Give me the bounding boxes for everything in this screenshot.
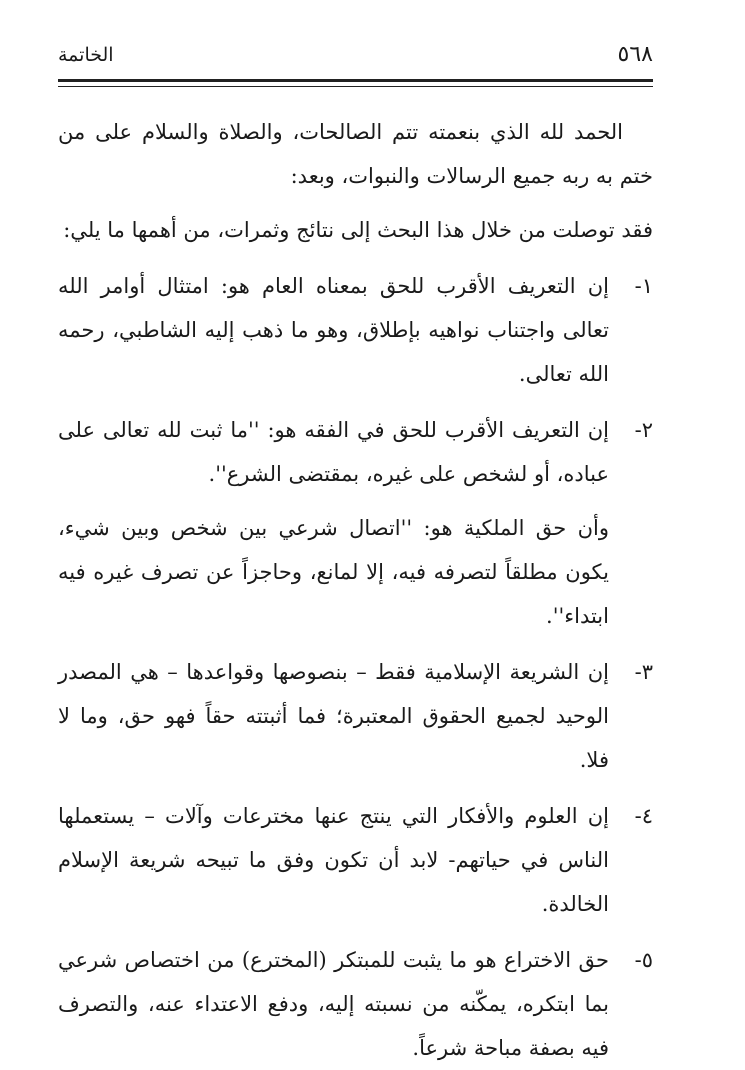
page-number: ٥٦٨	[617, 42, 653, 67]
item-2-continuation: وأن حق الملكية هو: ''اتصال شرعي بين شخص وبين شيء، يكون مطلقاً لتصرفه فيه، إلا لمانع، وحاجزاً عن تصرف غيره فيه ابتداء''.	[58, 516, 609, 628]
item-number: ١-	[634, 274, 653, 298]
header-rule-thin	[58, 86, 653, 87]
item-number: ٣-	[634, 660, 653, 684]
chapter-title: الخاتمة	[58, 44, 114, 66]
item-number: ٤-	[634, 804, 653, 828]
result-item-1	[58, 264, 653, 396]
page-body	[58, 110, 653, 1070]
result-item-5	[58, 938, 653, 1070]
page-header	[58, 40, 653, 68]
result-item-2	[58, 408, 653, 496]
item-text: إن التعريف الأقرب للحق في الفقه هو: ''ما ثبت لله تعالى على عباده، أو لشخص على غيره، بمقتضى الشرع''.	[58, 418, 609, 486]
intro-paragraph: الحمد لله الذي بنعمته تتم الصالحات، والصلاة والسلام على من ختم به ربه جميع الرسالات والنبوات، وبعد:	[58, 120, 653, 188]
header-rule-thick	[58, 79, 653, 82]
result-item-4	[58, 794, 653, 926]
item-text: إن التعريف الأقرب للحق بمعناه العام هو: امتثال أوامر الله تعالى واجتناب نواهيه بإطلاق، وهو ما ذهب إليه الشاطبي، رحمه الله تعالى.	[58, 274, 609, 386]
item-number: ٥-	[634, 948, 653, 972]
result-item-3	[58, 650, 653, 782]
item-number: ٢-	[634, 418, 653, 442]
item-text: حق الاختراع هو ما يثبت للمبتكر (المخترع) من اختصاص شرعي بما ابتكره، يمكّنه من نسبته إليه، ودفع الاعتداء عنه، والتصرف فيه بصفة مباحة شرعاً.	[58, 948, 609, 1060]
item-text: إن الشريعة الإسلامية فقط – بنصوصها وقواعدها – هي المصدر الوحيد لجميع الحقوق المعتبرة؛ فما أثبتته حقاً فهو حق، وما لا فلا.	[58, 660, 609, 772]
item-text: إن العلوم والأفكار التي ينتج عنها مخترعات وآلات – يستعملها الناس في حياتهم- لابد أن تكون وفق ما تبيحه شريعة الإسلام الخالدة.	[58, 804, 609, 916]
intro-paragraph-2: فقد توصلت من خلال هذا البحث إلى نتائج وثمرات، من أهمها ما يلي:	[63, 218, 653, 242]
